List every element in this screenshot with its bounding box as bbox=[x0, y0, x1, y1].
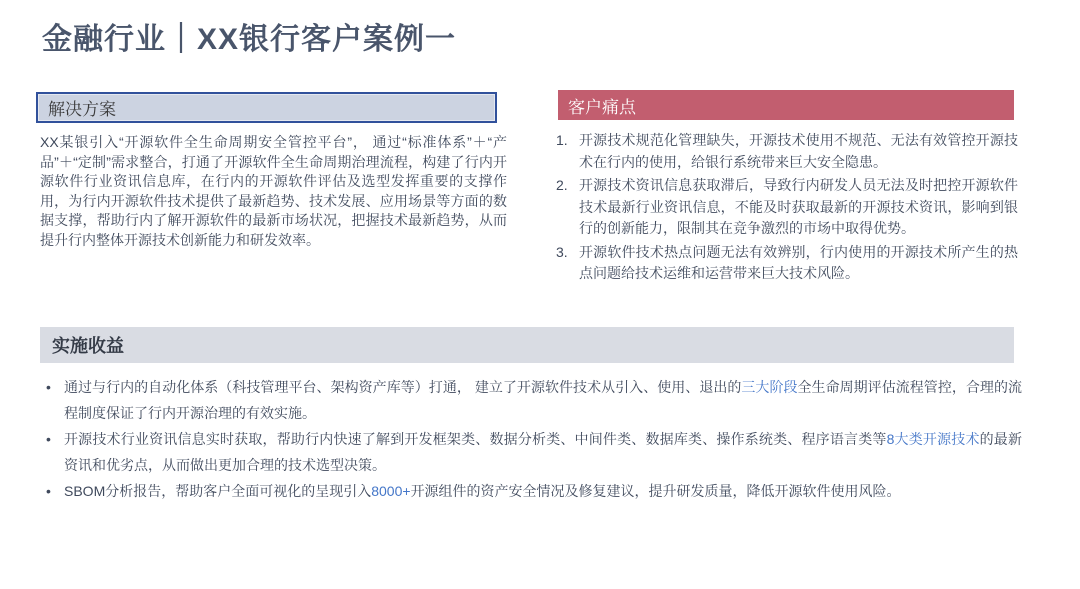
list-item-text: 开源技术规范化管理缺失，开源技术使用不规范、无法有效管控开源技术在行内的使用，给银行系统带来巨大安全隐患。 bbox=[579, 132, 1018, 170]
bullet-marker: • bbox=[46, 431, 51, 447]
highlighted-text: 三大阶段 bbox=[741, 379, 798, 395]
benefit-item bbox=[42, 374, 1022, 426]
solution-body-text: XX某银引入“开源软件全生命周期安全管控平台”， 通过“标准体系”＋“产品”＋“定制”需求整合，打通了开源软件全生命周期治理流程，构建了行内开源软件行业资讯信息库，在行内的开源软件评估及选型发挥重要的支撑作用，为行内开源软件技术提供了最新趋势、技术发展、应用场景等方面的数据支撑，帮助行内了解开源软件的最新市场状况，把握技术最新趋势，从而提升行内整体开源技术创新能力和研发效率。 bbox=[40, 134, 507, 248]
benefits-section-header bbox=[40, 327, 1014, 363]
benefits-list bbox=[42, 374, 1022, 504]
pain-points-section-header bbox=[558, 90, 1014, 120]
list-item-text bbox=[64, 483, 901, 499]
highlighted-text: 8大类开源技术 bbox=[886, 431, 980, 447]
list-number-marker: 3. bbox=[556, 243, 568, 260]
pain-point-item bbox=[556, 175, 1018, 240]
list-number-marker: 2. bbox=[556, 177, 568, 193]
benefit-item bbox=[42, 478, 1022, 504]
benefit-item bbox=[42, 426, 1022, 478]
pain-point-item bbox=[556, 242, 1018, 285]
solution-section-header bbox=[36, 92, 497, 123]
text-segment: 的最新资讯和优劣点，从而做出更加合理的技术选型决策。 bbox=[64, 431, 1022, 473]
pain-points-header-label: 客户痛点 bbox=[568, 97, 636, 117]
text-segment: 开源组件的资产安全情况及修复建议，提升研发质量，降低开源软件使用风险。 bbox=[410, 483, 901, 499]
benefits-header-label: 实施收益 bbox=[52, 336, 124, 356]
text-segment: 通过与行内的自动化体系（科技管理平台、架构资产库等）打通， 建立了开源软件技术从引入、使用、退出的 bbox=[64, 379, 742, 395]
text-segment: 开源技术行业资讯信息实时获取，帮助行内快速了解到开发框架类、数据分析类、中间件类、数据库类、操作系统类、程序语言类等 bbox=[64, 431, 887, 447]
bullet-marker: • bbox=[46, 379, 51, 395]
list-number-marker: 1. bbox=[556, 132, 568, 148]
bullet-marker: • bbox=[46, 483, 51, 499]
list-item-text bbox=[64, 379, 1022, 421]
pain-points-list bbox=[556, 130, 1018, 287]
text-segment: SBOM分析报告，帮助客户全面可视化的呈现引入 bbox=[64, 483, 372, 499]
text-segment: 全生命周期评估流程管控，合理的流程制度保证了行内开源治理的有效实施。 bbox=[64, 379, 1022, 421]
highlighted-text: 8000+ bbox=[371, 483, 411, 499]
solution-header-label: 解决方案 bbox=[48, 100, 116, 119]
list-item-text: 开源技术资讯信息获取滞后，导致行内研发人员无法及时把控开源软件技术最新行业资讯信息，不能及时获取最新的开源技术资讯，影响到银行的创新能力，限制其在竞争激烈的市场中取得优势。 bbox=[579, 177, 1018, 236]
pain-point-item bbox=[556, 130, 1018, 173]
list-item-text: 开源软件技术热点问题无法有效辨别，行内使用的开源技术所产生的热点问题给技术运维和运营带来巨大技术风险。 bbox=[579, 243, 1018, 281]
list-item-text bbox=[64, 431, 1022, 473]
page-title: 金融行业｜XX银行客户案例一 bbox=[42, 23, 457, 56]
